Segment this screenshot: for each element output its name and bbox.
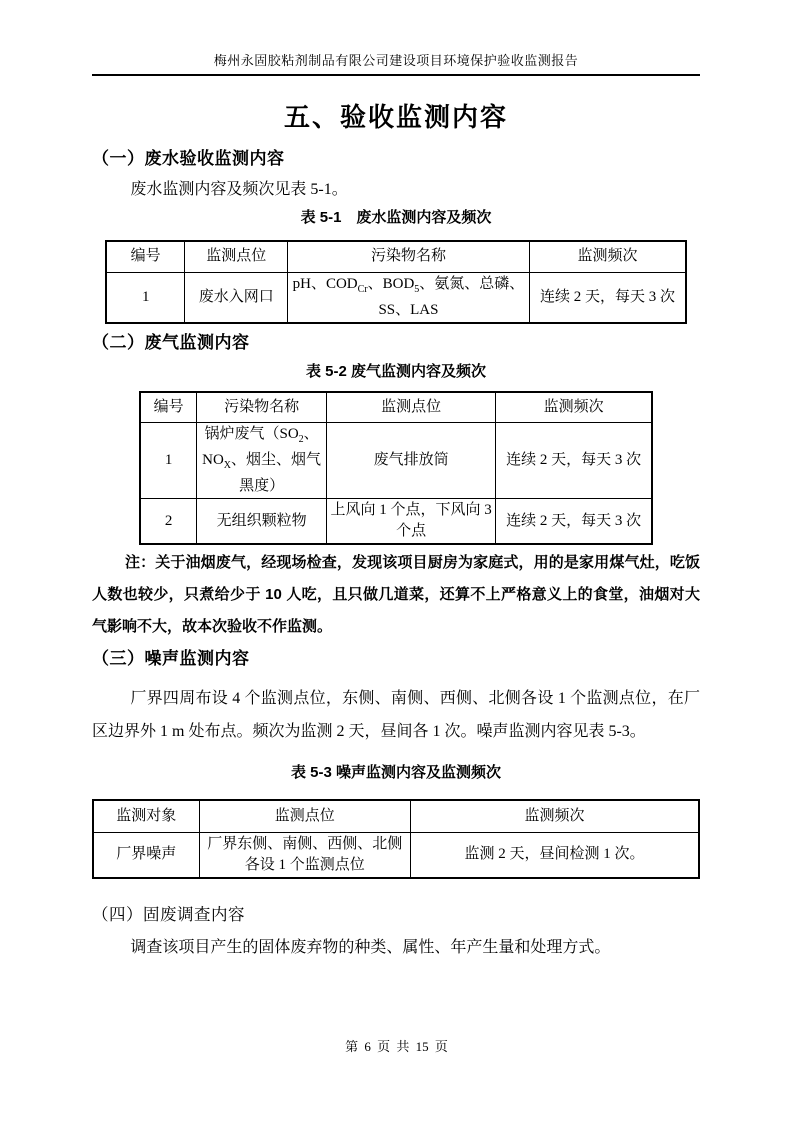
table-header-cell: 监测点位 — [185, 241, 288, 272]
table-cell: 连续 2 天，每天 3 次 — [496, 423, 652, 499]
table-header-cell: 污染物名称 — [288, 241, 530, 272]
table-5-2-caption: 表 5-2 废气监测内容及频次 — [305, 362, 487, 380]
table-header-row — [140, 392, 652, 423]
page-number-footer: 第 6 页 共 15 页 — [345, 1039, 448, 1054]
table-row — [140, 423, 652, 499]
section-heading-noise: （三）噪声监测内容 — [92, 649, 250, 668]
report-header-title: 梅州永固胶粘剂制品有限公司建设项目环境保护验收监测报告 — [213, 53, 579, 68]
table-row — [106, 272, 686, 323]
wastewater-intro-paragraph: 废水监测内容及频次见表 5-1。 — [130, 181, 348, 198]
table-cell: 上风向 1 个点，下风向 3 个点 — [326, 499, 495, 545]
table-5-1 — [105, 240, 687, 324]
table-cell: 连续 2 天，每天 3 次 — [496, 499, 652, 545]
section-heading-waste-gas: （二）废气监测内容 — [92, 332, 250, 352]
table-header-cell: 监测点位 — [326, 392, 495, 423]
table-cell: 1 — [106, 272, 185, 323]
table-cell: 监测 2 天，昼间检测 1 次。 — [411, 832, 699, 878]
table-cell: 连续 2 天，每天 3 次 — [529, 272, 686, 323]
table-cell: 2 — [140, 499, 197, 545]
table-header-cell: 监测频次 — [529, 241, 686, 272]
table-5-3 — [92, 799, 700, 879]
solid-waste-paragraph: 调查该项目产生的固体废弃物的种类、属性、年产生量和处理方式。 — [130, 938, 611, 956]
table-cell: 废气排放筒 — [326, 423, 495, 499]
section-heading-solid-waste: （四）固废调查内容 — [92, 904, 245, 924]
table-cell: pH、$COD_{Cr}$、$BOD_5$、氨氮、总磷、SS、LAS — [288, 272, 530, 323]
section-heading-wastewater: （一）废水验收监测内容 — [92, 149, 285, 168]
header-rule — [92, 74, 700, 76]
table-header-row — [93, 800, 699, 832]
table-cell: 1 — [140, 423, 197, 499]
table-5-2 — [139, 391, 653, 546]
table-header-cell: 监测频次 — [411, 800, 699, 832]
table-5-1-caption: 表 5-1 废水监测内容及频次 — [300, 209, 492, 226]
table-row — [140, 499, 652, 545]
noise-intro-paragraph: 厂界四周布设 4 个监测点位，东侧、南侧、西侧、北侧各设 1 个监测点位，在厂区边界外 1 m 处布点。频次为监测 2 天，昼间各 1 次。噪声监测内容见表 5-3。 — [92, 690, 700, 740]
table-cell: 无组织颗粒物 — [197, 499, 327, 545]
table-row — [93, 832, 699, 878]
table-cell: 锅炉废气（$SO_2$、$NO_X$、烟尘、烟气黑度） — [197, 423, 327, 499]
table-header-row — [106, 241, 686, 272]
table-cell: 废水入网口 — [185, 272, 288, 323]
waste-gas-note: 注：关于油烟废气，经现场检查，发现该项目厨房为家庭式，用的是家用煤气灶，吃饭人数也较少，只煮给少于 10 人吃，且只做几道菜，还算不上严格意义上的食堂，油烟对大气影响不大，故本次验收不作监测。 — [92, 554, 700, 635]
table-header-cell: 编号 — [140, 392, 197, 423]
table-header-cell: 编号 — [106, 241, 185, 272]
table-5-3-caption: 表 5-3 噪声监测内容及监测频次 — [290, 764, 502, 781]
table-header-cell: 监测点位 — [199, 800, 410, 832]
table-header-cell: 监测对象 — [93, 800, 199, 832]
table-cell: 厂界东侧、南侧、西侧、北侧各设 1 个监测点位 — [199, 832, 410, 878]
table-header-cell: 污染物名称 — [197, 392, 327, 423]
table-header-cell: 监测频次 — [496, 392, 652, 423]
table-cell: 厂界噪声 — [93, 832, 199, 878]
page-title: 五、验收监测内容 — [283, 102, 508, 132]
